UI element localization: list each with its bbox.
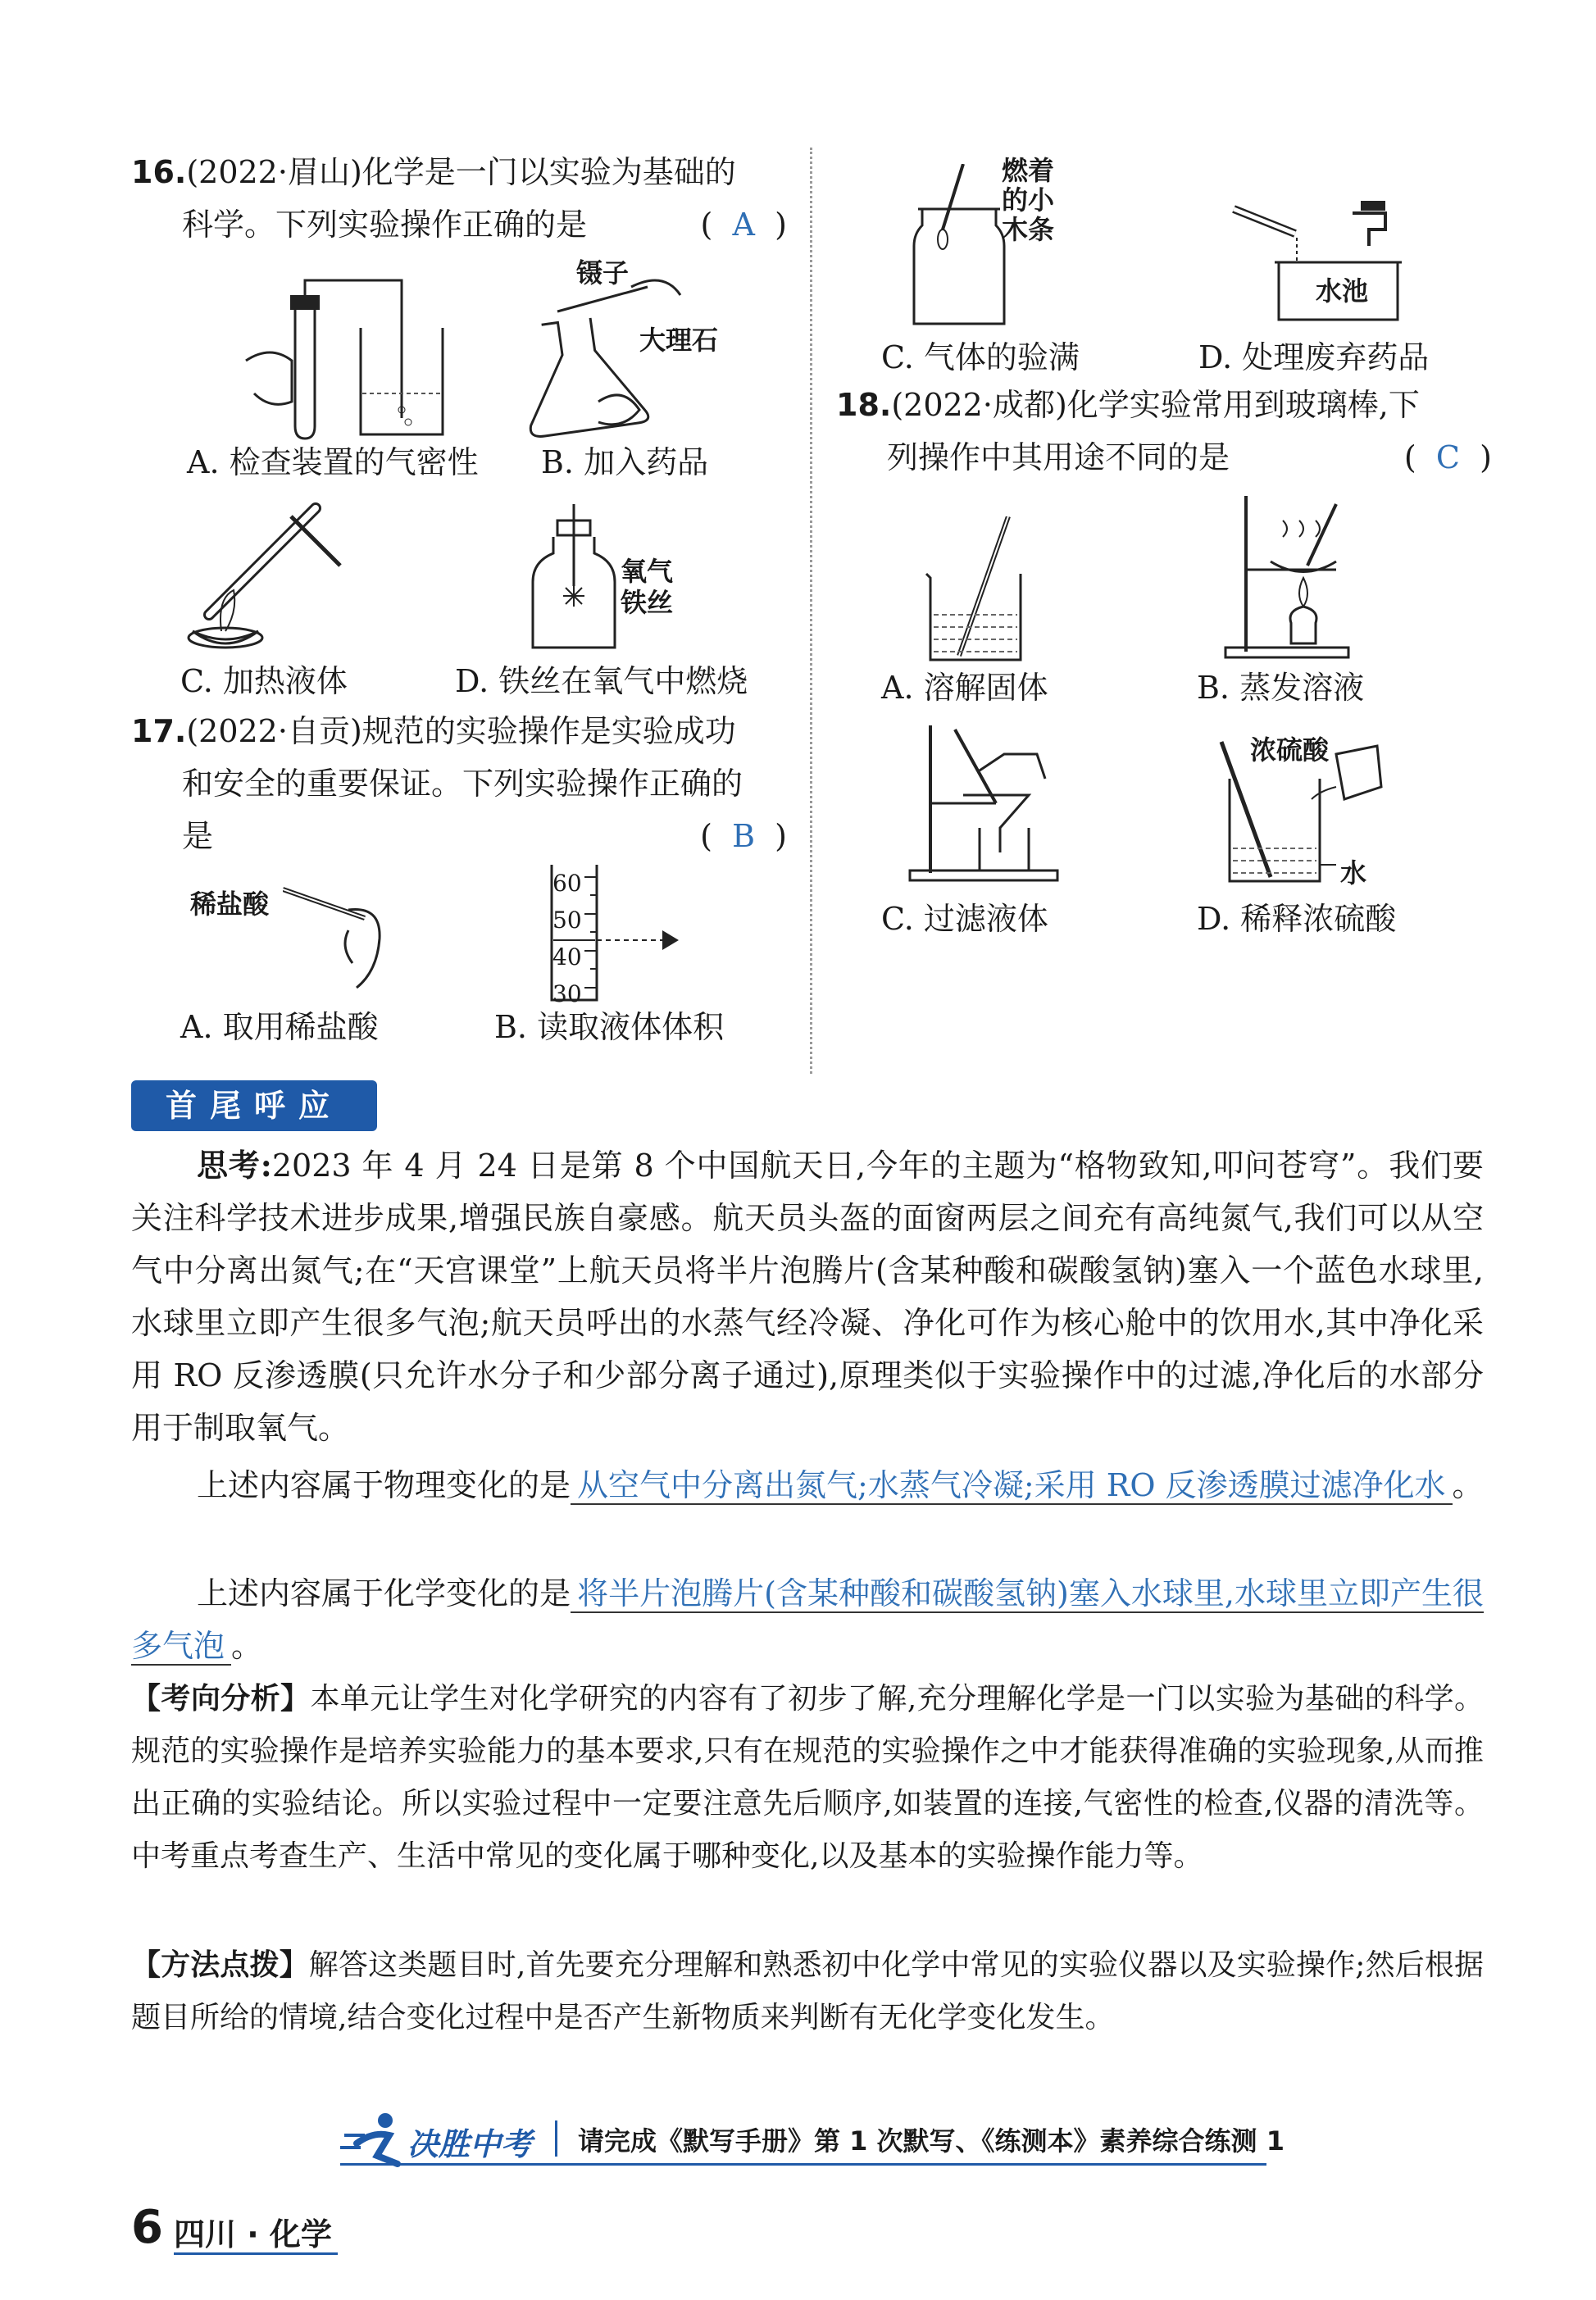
bracket-close: ) [1480, 439, 1492, 475]
tick-60: 60 [552, 870, 582, 897]
bracket-close: ) [775, 818, 787, 854]
figure-18a-dissolving [922, 516, 1037, 664]
question-number: 18. [836, 387, 892, 423]
question-number: 17. [131, 713, 187, 749]
question-17-line-2: 和安全的重要保证。下列实验操作正确的 [182, 766, 743, 802]
figure-16d-caption: D. 铁丝在氧气中燃烧 [455, 663, 748, 699]
analysis-paragraph [131, 1672, 1484, 1883]
chem-end: 。 [231, 1628, 263, 1664]
figure-18b-caption: B. 蒸发溶液 [1197, 670, 1365, 706]
figure-d-waste-disposal [1230, 197, 1410, 328]
figure-16c-heating-liquid [176, 492, 365, 656]
question-17 [131, 705, 787, 862]
analysis-text: 本单元让学生对化学研究的内容有了初步了解,充分理解化学是一门以实验为基础的科学。规范的实验操作是培养实验能力的基本要求,只有在规范的实验操作之中才能获得准确的实验现象,从而推出正确的实验结论。所以实验过程中一定要注意先后顺序,如装置的连接,气密性的检查,仪器的清洗等。中考重点考查生产、生活中常见的变化属于哪种变化,以及基本的实验操作能力等。 [131, 1682, 1484, 1873]
figure-16b-caption: B. 加入药品 [541, 444, 709, 480]
question-17-line-1 [131, 705, 787, 757]
answer-bracket [700, 810, 787, 862]
answer-bracket [701, 198, 787, 251]
figure-c-caption: C. 气体的验满 [881, 339, 1080, 375]
bracket-close: ) [775, 207, 787, 243]
think-paragraph [131, 1139, 1484, 1454]
think-text: 2023 年 4 月 24 日是第 8 个中国航天日,今年的主题为“格物致知,叩问苍穹”。我们要关注科学技术进步成果,增强民族自豪感。航天员头盔的面窗两层之间充有高纯氮气,我们可以从空气中分离出氮气;在“天宫课堂”上航天员将半片泡腾片(含某种酸和碳酸氢钠)塞入一个蓝色水球里,水球里立即产生很多气泡;航天员呼出的水蒸气经冷凝、净化可作为核心舱中的饮用水,其中净化采用 RO 反渗透膜(只允许水分子和少部分离子通过),原理类似于实验操作中的过滤,净化后的水部分用于制取氧气。 [131, 1148, 1485, 1446]
figure-c-gas-full-test [910, 164, 1008, 328]
column-divider [810, 148, 812, 1074]
question-16 [131, 146, 787, 251]
figure-16c-caption: C. 加热液体 [180, 663, 348, 699]
think-label: 思考: [197, 1147, 272, 1184]
answer-bracket [1404, 431, 1492, 484]
phys-end: 。 [1452, 1467, 1484, 1503]
question-17-stem-1: (2022·自贡)规范的实验操作是实验成功 [186, 713, 736, 749]
method-text: 解答这类题目时,首先要充分理解和熟悉初中化学中常见的实验仪器以及实验操作;然后根据题目所给的情境,结合变化过程中是否产生新物质来判断有无化学变化发生。 [131, 1948, 1484, 2034]
cylinder-ticks [552, 865, 582, 1012]
bracket-open: ( [1403, 439, 1416, 475]
figure-18b-evaporating [1221, 488, 1353, 660]
question-16-stem-2: 科学。下列实验操作正确的是 [182, 207, 588, 243]
question-18-line-2 [836, 431, 1492, 484]
phys-prefix: 上述内容属于物理变化的是 [197, 1467, 571, 1503]
char: 的 [1002, 184, 1029, 216]
physical-change-answer [131, 1459, 1484, 1511]
method-paragraph [131, 1939, 1484, 2044]
label-oxygen: 氧气 [621, 556, 674, 587]
answer-18: C [1435, 439, 1460, 475]
label-burning-stick [1002, 156, 1067, 244]
char: 小 [1028, 184, 1055, 216]
answer-17: B [732, 818, 755, 854]
bracket-open: ( [700, 207, 713, 243]
figure-18c-caption: C. 过滤液体 [881, 901, 1048, 937]
tick-50: 50 [552, 907, 582, 934]
runner-icon [340, 2111, 414, 2168]
page-number: 6 [131, 2201, 163, 2254]
tick-40: 40 [552, 943, 582, 970]
bracket-open: ( [700, 818, 712, 854]
question-17-line-3 [131, 810, 787, 862]
chem-answer: 将半片泡腾片(含某种酸和碳酸氢钠)塞入水球里,水球里立即产生很多气泡 [131, 1575, 1484, 1664]
chem-prefix: 上述内容属于化学变化的是 [197, 1575, 571, 1611]
question-18 [836, 379, 1492, 484]
analysis-label: 【考向分析】 [131, 1681, 311, 1716]
footer-separator [555, 2120, 557, 2157]
method-label: 【方法点拨】 [131, 1948, 309, 1982]
page-label: 四川 · 化学 [174, 2216, 332, 2252]
page-label-underline [174, 2252, 338, 2255]
figure-16a-caption: A. 检查装置的气密性 [187, 444, 479, 480]
section-badge: 首尾呼应 [131, 1080, 377, 1131]
label-tweezers: 镊子 [576, 257, 630, 289]
question-16-stem-1: (2022·眉山)化学是一门以实验为基础的 [186, 154, 736, 190]
tick-30: 30 [552, 980, 582, 1007]
footer-brand: 决胜中考 [407, 2126, 533, 2162]
question-18-stem-1: (2022·成都)化学实验常用到玻璃棒,下 [891, 387, 1420, 423]
char: 木 [1002, 214, 1029, 245]
figure-17b-caption: B. 读取液体体积 [494, 1009, 725, 1045]
question-number: 16. [131, 154, 187, 190]
label-water: 水 [1340, 857, 1367, 889]
phys-answer: 从空气中分离出氮气;水蒸气冷凝;采用 RO 反渗透膜过滤净化水 [571, 1467, 1453, 1505]
label-iron-wire: 铁丝 [621, 587, 674, 618]
figure-16a-airtight-check [238, 270, 451, 443]
question-16-line-1 [131, 146, 787, 198]
answer-16: A [732, 207, 755, 243]
question-18-stem-2: 列操作中其用途不同的是 [887, 439, 1230, 475]
figure-16d-iron-burning [529, 504, 619, 652]
figure-17a-caption: A. 取用稀盐酸 [180, 1009, 379, 1045]
question-18-line-1 [836, 379, 1492, 431]
question-17-stem-3: 是 [182, 818, 214, 854]
chemical-change-answer [131, 1567, 1484, 1672]
char: 燃 [1002, 155, 1029, 186]
figure-18c-filtering [906, 721, 1062, 885]
char: 着 [1028, 155, 1055, 186]
question-16-line-2 [131, 198, 787, 251]
label-dilute-hcl: 稀盐酸 [190, 889, 270, 920]
figure-17a-dropper [283, 881, 398, 996]
footer-instruction: 请完成《默写手册》第 1 次默写、《练测本》素养综合练测 1 [578, 2125, 1285, 2157]
label-sink: 水池 [1316, 275, 1369, 307]
footer-underline [340, 2163, 1266, 2166]
figure-d-caption: D. 处理废弃药品 [1198, 339, 1430, 375]
figure-18d-caption: D. 稀释浓硫酸 [1197, 901, 1397, 937]
label-conc-sulfuric-acid: 浓硫酸 [1250, 734, 1330, 766]
label-marble: 大理石 [639, 325, 719, 356]
char: 条 [1028, 214, 1055, 245]
figure-18a-caption: A. 溶解固体 [881, 670, 1048, 706]
footer-banner [340, 2111, 1285, 2168]
